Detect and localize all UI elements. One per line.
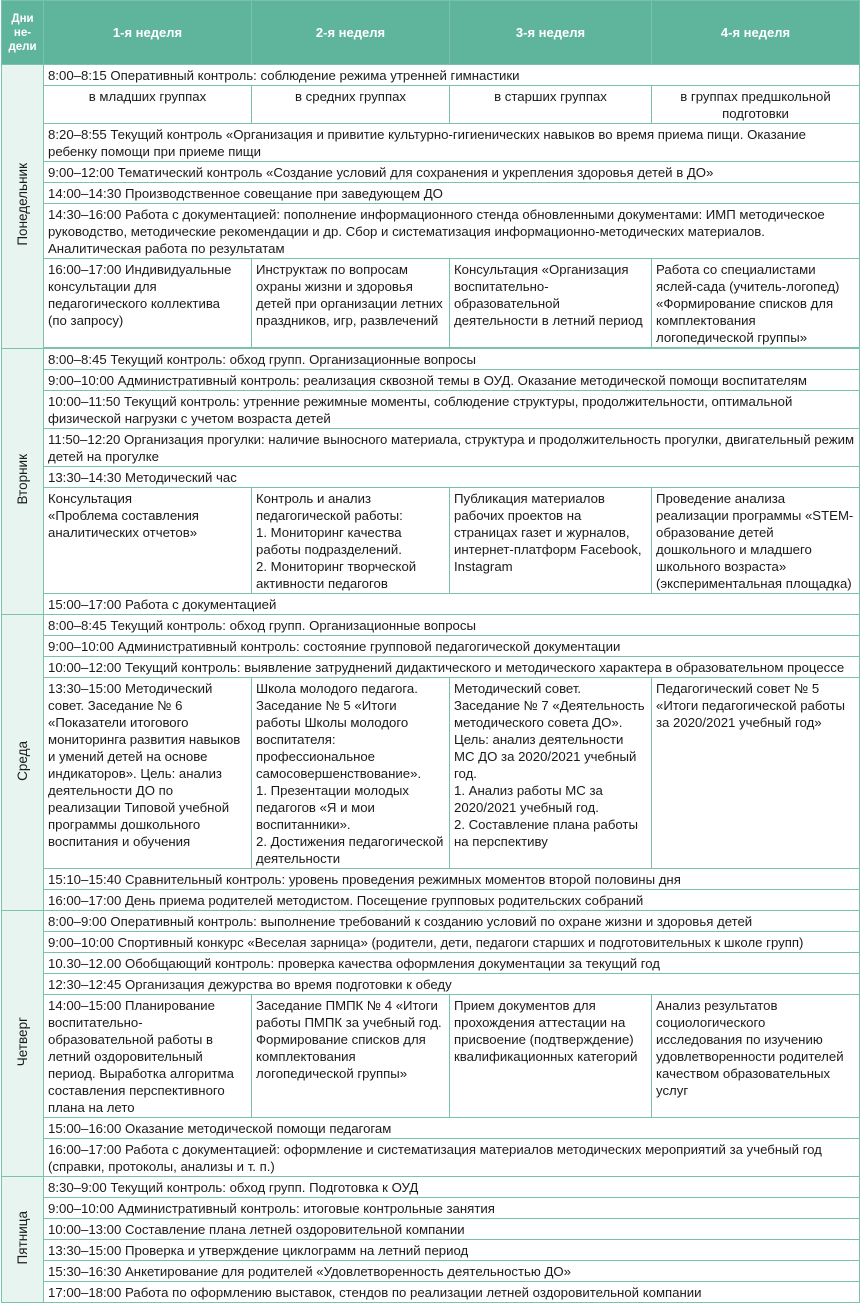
table-row (2, 932, 860, 953)
schedule-cell: 16:00–17:00 День приема родителей методистом. Посещение групповых родительских собраний (44, 890, 860, 911)
schedule-cell: Консультация «Проблема составления аналитических отчетов» (44, 488, 252, 594)
schedule-cell: 10:00–11:50 Текущий контроль: утренние режимные моменты, соблюдение структуры, продолжительности, оптимальной физической нагрузки с учетом возраста детей (44, 391, 860, 429)
day-label-monday: Понедельник (2, 65, 44, 349)
table-row (2, 65, 860, 86)
day-label-thursday: Четверг (2, 911, 44, 1177)
schedule-cell: 8:00–8:15 Оперативный контроль: соблюдение режима утренней гимнастики (44, 65, 860, 86)
table-row (2, 1139, 860, 1177)
header-week-1: 1-я неделя (44, 1, 252, 65)
schedule-cell: Публикация материалов рабочих проектов на страницах газет и журналов, интернет-платформ Facebook, Instagram (450, 488, 652, 594)
table-row (2, 869, 860, 890)
schedule-cell: 14:00–15:00 Планирование воспитательно-образовательной работы в летний оздоровительный период. Выработка алгоритма составления перспективного плана на лето (44, 995, 252, 1118)
header-row (2, 1, 860, 65)
table-row (2, 911, 860, 932)
schedule-cell: 13:30–15:00 Проверка и утверждение циклограмм на летний период (44, 1240, 860, 1261)
schedule-cell: 9:00–10:00 Административный контроль: итоговые контрольные занятия (44, 1198, 860, 1219)
table-row (2, 1219, 860, 1240)
table-row (2, 953, 860, 974)
schedule-cell: 15:10–15:40 Сравнительный контроль: уровень проведения режимных моментов второй половины дня (44, 869, 860, 890)
table-row (2, 1261, 860, 1282)
table-row (2, 974, 860, 995)
table-row (2, 86, 860, 124)
table-row (2, 678, 860, 869)
table-row (2, 429, 860, 467)
schedule-cell: 8:20–8:55 Текущий контроль «Организация и привитие культурно-гигиенических навыков во время приема пищи. Оказание ребенку помощи при приеме пищи (44, 124, 860, 162)
table-row (2, 488, 860, 594)
schedule-cell: Прием документов для прохождения аттестации на присвоение (подтверждение) квалификационных категорий (450, 995, 652, 1118)
schedule-cell: 16:00–17:00 Индивидуальные консультации для педагогического коллектива (по запросу) (44, 259, 252, 348)
schedule-cell: 10.30–12.00 Обобщающий контроль: проверка качества оформления документации за текущий год (44, 953, 860, 974)
table-row (2, 467, 860, 488)
schedule-cell: 10:00–12:00 Текущий контроль: выявление затруднений дидактического и методического характера в образовательном процессе (44, 657, 860, 678)
schedule-cell: 8:30–9:00 Текущий контроль: обход групп. Подготовка к ОУД (44, 1177, 860, 1198)
schedule-cell: 9:00–10:00 Спортивный конкурс «Веселая зарница» (родители, дети, педагоги старших и подготовительных к школе групп) (44, 932, 860, 953)
table-row (2, 370, 860, 391)
header-days: Дни не- дели (2, 1, 44, 65)
schedule-cell: 13:30–15:00 Методический совет. Заседание № 6 «Показатели итогового мониторинга развития навыков и умений детей на основе индикаторов». Цель: анализ деятельности ДО по реализации Типовой учебной программы дошкольного воспитания и обучения (44, 678, 252, 869)
table-row (2, 1282, 860, 1303)
table-row (2, 391, 860, 429)
schedule-cell: 9:00–10:00 Административный контроль: состояние групповой педагогической документации (44, 636, 860, 657)
table-row (2, 1198, 860, 1219)
table-row (2, 594, 860, 615)
table-row (2, 657, 860, 678)
table-row (2, 124, 860, 162)
header-week-4: 4-я неделя (652, 1, 860, 65)
table-row (2, 183, 860, 204)
schedule-cell: 14:30–16:00 Работа с документацией: пополнение информационного стенда обновленными документами: ИМП методическое руководство, методические рекомендации и др. Сбор и систематизация информационно-методических материалов. Аналитическая работа по результатам (44, 204, 860, 259)
schedule-cell: Школа молодого педагога. Заседание № 5 «Итоги работы Школы молодого воспитателя: профессиональное самосовершенствование». 1. Презентации молодых педагогов «Я и мои воспитанники». 2. Достижения педагогической деятельности (252, 678, 450, 869)
table-row (2, 995, 860, 1118)
header-week-3: 3-я неделя (450, 1, 652, 65)
schedule-cell: 15:30–16:30 Анкетирование для родителей «Удовлетворенность деятельностью ДО» (44, 1261, 860, 1282)
schedule-cell: в младших группах (44, 86, 252, 124)
schedule-cell: 15:00–17:00 Работа с документацией (44, 594, 860, 615)
schedule-cell: Педагогический совет № 5 «Итоги педагогической работы за 2020/2021 учебный год» (652, 678, 860, 869)
table-row (2, 636, 860, 657)
day-label-wednesday: Среда (2, 615, 44, 911)
schedule-cell: Инструктаж по вопросам охраны жизни и здоровья детей при организации летних праздников, игр, развлечений (252, 259, 450, 348)
header-week-2: 2-я неделя (252, 1, 450, 65)
table-row (2, 259, 860, 348)
schedule-cell: в старших группах (450, 86, 652, 124)
day-label-friday: Пятница (2, 1177, 44, 1303)
schedule-cell: Проведение анализа реализации программы «STEM-образование детей дошкольного и младшего школьного возраста» (экспериментальная площадка) (652, 488, 860, 594)
schedule-cell: 10:00–13:00 Составление плана летней оздоровительной компании (44, 1219, 860, 1240)
schedule-cell: Методический совет. Заседание № 7 «Деятельность методического совета ДО». Цель: анализ деятельности МС ДО за 2020/2021 учебный год. 1. Анализ работы МС за 2020/2021 учебный год. 2. Составление плана работы на перспективу (450, 678, 652, 869)
table-row (2, 162, 860, 183)
table-row (2, 1240, 860, 1261)
schedule-cell: 8:00–9:00 Оперативный контроль: выполнение требований к созданию условий по охране жизни и здоровья детей (44, 911, 860, 932)
table-row (2, 1177, 860, 1198)
schedule-cell: 8:00–8:45 Текущий контроль: обход групп. Организационные вопросы (44, 615, 860, 636)
schedule-cell: Работа со специалистами яслей-сада (учитель-логопед) «Формирование списков для комплектования логопедической группы» (652, 259, 860, 348)
schedule-cell: 13:30–14:30 Методический час (44, 467, 860, 488)
schedule-cell: в группах предшкольной подготовки (652, 86, 860, 124)
schedule-cell: Анализ результатов социологического исследования по изучению удовлетворенности родителей качеством образовательных услуг (652, 995, 860, 1118)
schedule-cell: 17:00–18:00 Работа по оформлению выставок, стендов по реализации летней оздоровительной компании (44, 1282, 860, 1303)
schedule-cell: 14:00–14:30 Производственное совещание при заведующем ДО (44, 183, 860, 204)
weekly-schedule-table (1, 0, 860, 1303)
schedule-cell: Консультация «Организация воспитательно-образовательной деятельности в летний период (450, 259, 652, 348)
schedule-cell: Контроль и анализ педагогической работы: 1. Мониторинг качества работы подразделений. 2. Мониторинг творческой активности педагогов (252, 488, 450, 594)
schedule-cell: 11:50–12:20 Организация прогулки: наличие выносного материала, структура и продолжительность прогулки, двигательный режим детей на прогулке (44, 429, 860, 467)
schedule-cell: 15:00–16:00 Оказание методической помощи педагогам (44, 1118, 860, 1139)
schedule-cell: 9:00–10:00 Административный контроль: реализация сквозной темы в ОУД. Оказание методической помощи воспитателям (44, 370, 860, 391)
schedule-cell: 8:00–8:45 Текущий контроль: обход групп. Организационные вопросы (44, 349, 860, 370)
schedule-cell: 16:00–17:00 Работа с документацией: оформление и систематизация материалов методических мероприятий за учебный год (справки, протоколы, анализы и т. п.) (44, 1139, 860, 1177)
day-label-tuesday: Вторник (2, 349, 44, 615)
schedule-cell: 9:00–12:00 Тематический контроль «Создание условий для сохранения и укрепления здоровья детей в ДО» (44, 162, 860, 183)
table-row (2, 890, 860, 911)
table-row (2, 1118, 860, 1139)
table-row (2, 349, 860, 370)
schedule-cell: в средних группах (252, 86, 450, 124)
table-row (2, 615, 860, 636)
schedule-cell: 12:30–12:45 Организация дежурства во время подготовки к обеду (44, 974, 860, 995)
schedule-cell: Заседание ПМПК № 4 «Итоги работы ПМПК за учебный год. Формирование списков для комплектования логопедической группы» (252, 995, 450, 1118)
table-row (2, 204, 860, 259)
